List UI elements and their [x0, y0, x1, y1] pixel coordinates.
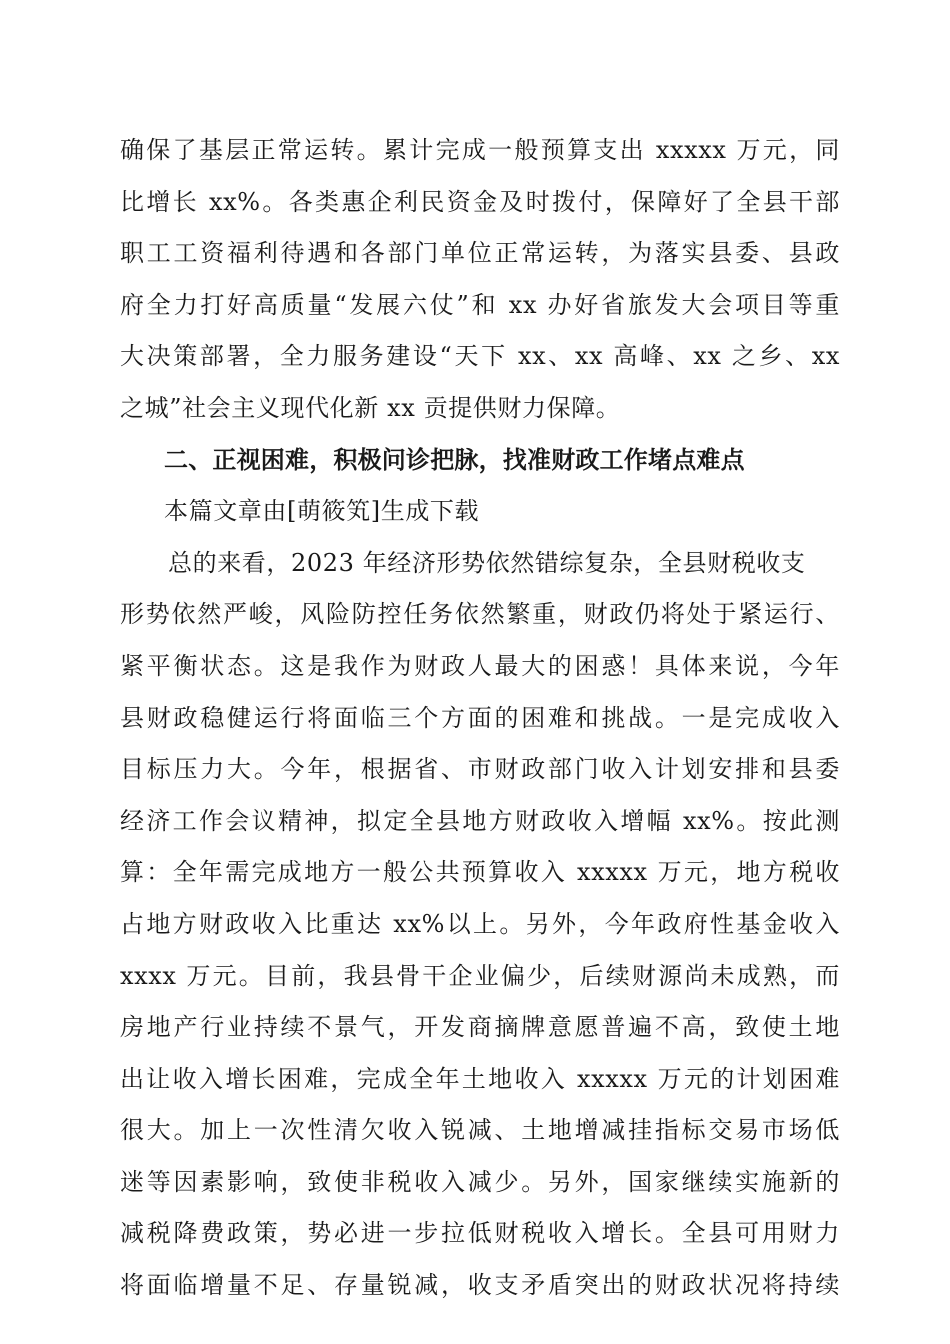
document-body [120, 125, 840, 1312]
paragraph-line: 府全力打好高质量“发展六仗”和 xx 办好省旅发大会项目等重 [120, 290, 840, 319]
paragraph-line: 总的来看，2023 年经济形势依然错综复杂，全县财税收支 [168, 548, 806, 577]
paragraph-line: 迷等因素影响，致使非税收入减少。另外，国家继续实施新的 [120, 1167, 840, 1196]
paragraph-line: 形势依然严峻，风险防控任务依然繁重，财政仍将处于紧运行、 [120, 600, 840, 629]
paragraph-line: 之城”社会主义现代化新 xx 贡提供财力保障。 [120, 393, 621, 422]
paragraph-line: 紧平衡状态。这是我作为财政人最大的困惑！具体来说，今年 [120, 651, 840, 680]
generated-note: 本篇文章由[萌筱笂]生成下载 [164, 497, 480, 526]
paragraph-difficulties [120, 538, 840, 1312]
paragraph-line: 大决策部署，全力服务建设“天下 xx、xx 高峰、xx 之乡、xx [120, 342, 840, 371]
paragraph-line: 经济工作会议精神，拟定全县地方财政收入增幅 xx%。按此测 [120, 806, 840, 835]
paragraph-line: xxxx 万元。目前，我县骨干企业偏少，后续财源尚未成熟，而 [120, 961, 840, 990]
paragraph-line: 将面临增量不足、存量锐减，收支矛盾突出的财政状况将持续 [120, 1271, 840, 1300]
paragraph-line: 出让收入增长困难，完成全年土地收入 xxxxx 万元的计划困难 [120, 1064, 840, 1093]
paragraph-line: 占地方财政收入比重达 xx%以上。另外，今年政府性基金收入 [120, 909, 840, 938]
paragraph-line: 确保了基层正常运转。累计完成一般预算支出 xxxxx 万元，同 [120, 136, 840, 164]
section-heading: 二、正视困难，积极问诊把脉，找准财政工作堵点难点 [164, 445, 745, 474]
paragraph-line: 县财政稳健运行将面临三个方面的困难和挑战。一是完成收入 [120, 703, 840, 732]
paragraph-line: 职工工资福利待遇和各部门单位正常运转，为落实县委、县政 [120, 239, 840, 268]
paragraph-line: 比增长 xx%。各类惠企利民资金及时拨付，保障好了全县干部 [120, 187, 840, 216]
paragraph-line: 目标压力大。今年，根据省、市财政部门收入计划安排和县委 [120, 755, 840, 784]
paragraph-line: 算：全年需完成地方一般公共预算收入 xxxxx 万元，地方税收 [120, 858, 840, 887]
paragraph-budget-results [120, 125, 840, 435]
paragraph-line: 减税降费政策，势必进一步拉低财税收入增长。全县可用财力 [120, 1219, 840, 1248]
paragraph-line: 很大。加上一次性清欠收入锐减、土地增减挂指标交易市场低 [120, 1116, 840, 1145]
paragraph-line: 房地产行业持续不景气，开发商摘牌意愿普遍不高，致使土地 [120, 1013, 840, 1042]
